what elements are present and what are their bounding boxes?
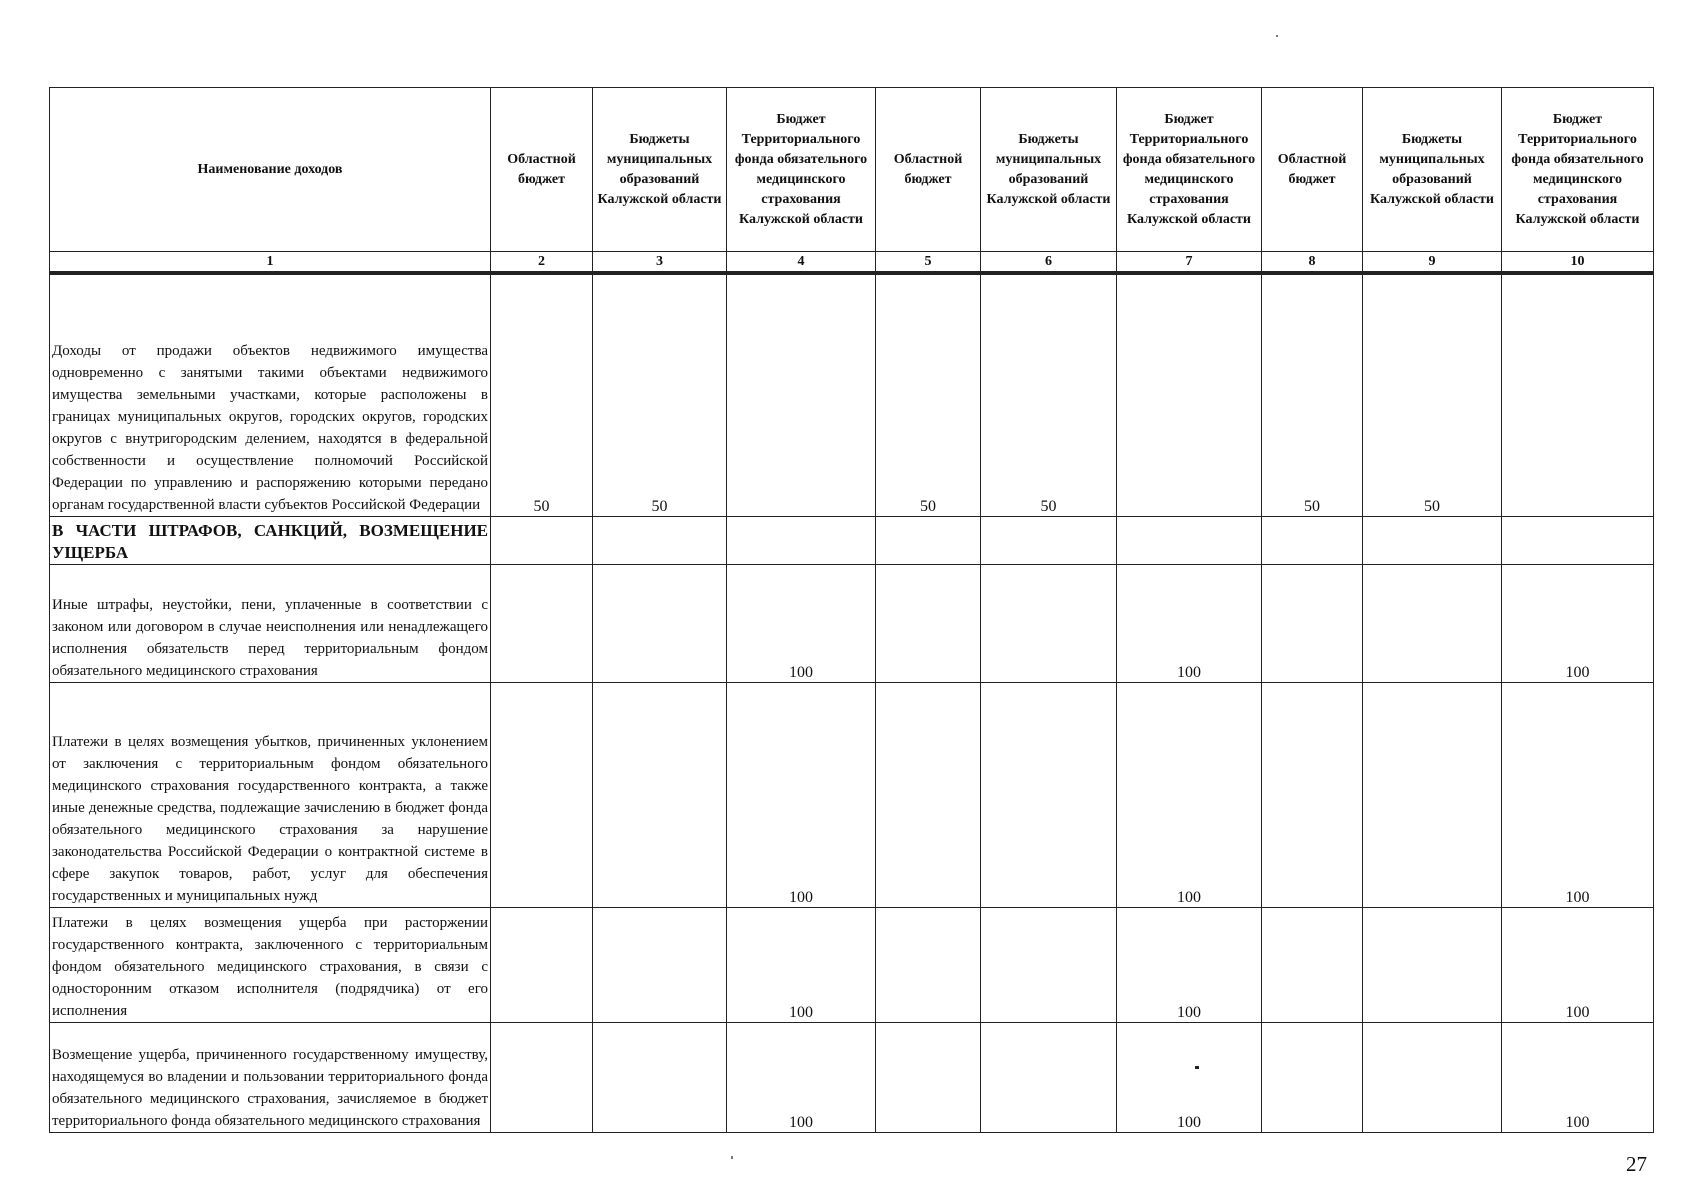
scan-speck <box>731 1156 733 1159</box>
value-cell <box>981 1022 1117 1132</box>
column-number: 5 <box>876 252 981 274</box>
column-header: Бюджет Территориального фонда обязательного медицинского страхования Калужской области <box>1502 88 1654 252</box>
column-number: 3 <box>593 252 727 274</box>
value-cell <box>1117 516 1262 564</box>
table-row <box>50 907 1654 1022</box>
header-row <box>50 88 1654 252</box>
column-number: 7 <box>1117 252 1262 274</box>
value-cell: 100 <box>1117 1022 1262 1132</box>
value-cell: 100 <box>1502 907 1654 1022</box>
value-cell <box>593 516 727 564</box>
column-header: Областной бюджет <box>876 88 981 252</box>
revenue-name-cell: Платежи в целях возмещения ущерба при расторжении государственного контракта, заключенного с территориальным фондом обязательного медицинского страхования, в связи с односторонним отказом исполнителя (подрядчика) от его исполнения <box>50 907 491 1022</box>
value-cell: 50 <box>593 273 727 516</box>
value-cell <box>1262 1022 1363 1132</box>
table-row <box>50 682 1654 907</box>
value-cell: 100 <box>727 682 876 907</box>
value-cell <box>876 682 981 907</box>
column-number: 8 <box>1262 252 1363 274</box>
value-cell <box>1363 1022 1502 1132</box>
revenue-name-cell: Возмещение ущерба, причиненного государственному имуществу, находящемуся во владении и пользовании территориального фонда обязательного медицинского страхования, зачисляемое в бюджет территориального фонда обязательного медицинского страхования <box>50 1022 491 1132</box>
value-cell <box>727 273 876 516</box>
page-number: 27 <box>1626 1152 1647 1176</box>
value-cell <box>593 1022 727 1132</box>
value-cell <box>876 1022 981 1132</box>
value-cell <box>1262 516 1363 564</box>
value-cell <box>491 907 593 1022</box>
value-cell: 100 <box>1117 564 1262 682</box>
table-row <box>50 564 1654 682</box>
value-cell <box>1363 564 1502 682</box>
value-cell <box>593 907 727 1022</box>
value-cell <box>1502 273 1654 516</box>
column-number: 9 <box>1363 252 1502 274</box>
value-cell <box>491 564 593 682</box>
section-title-cell: В ЧАСТИ ШТРАФОВ, САНКЦИЙ, ВОЗМЕЩЕНИЕ УЩЕРБА <box>50 516 491 564</box>
value-cell <box>593 682 727 907</box>
value-cell <box>981 682 1117 907</box>
column-number-row <box>50 252 1654 274</box>
value-cell <box>727 516 876 564</box>
revenue-name-cell: Платежи в целях возмещения убытков, причиненных уклонением от заключения с территориальным фондом обязательного медицинского страхования государственного контракта, а также иные денежные средства, подлежащие зачислению в бюджет фонда обязательного медицинского страхования за нарушение законодательства Российской Федерации о контрактной системе в сфере закупок товаров, работ, услуг для обеспечения государственных и муниципальных нужд <box>50 682 491 907</box>
value-cell: 100 <box>1117 682 1262 907</box>
column-header: Бюджеты муниципальных образований Калужской области <box>593 88 727 252</box>
value-cell <box>876 516 981 564</box>
value-cell: 100 <box>727 1022 876 1132</box>
value-cell: 50 <box>981 273 1117 516</box>
value-cell: 100 <box>1502 1022 1654 1132</box>
value-cell <box>876 564 981 682</box>
value-cell <box>1502 516 1654 564</box>
value-cell <box>1262 682 1363 907</box>
table-row <box>50 1022 1654 1132</box>
value-cell: 100 <box>727 564 876 682</box>
value-cell <box>491 1022 593 1132</box>
column-number: 2 <box>491 252 593 274</box>
column-header: Областной бюджет <box>491 88 593 252</box>
value-cell <box>981 564 1117 682</box>
column-number: 4 <box>727 252 876 274</box>
value-cell <box>1363 907 1502 1022</box>
value-cell: 50 <box>491 273 593 516</box>
value-cell <box>1262 907 1363 1022</box>
revenue-name-cell: Иные штрафы, неустойки, пени, уплаченные в соответствии с законом или договором в случае неисполнения или ненадлежащего исполнения обязательств перед территориальным фондом обязательного медицинского страхования <box>50 564 491 682</box>
value-cell <box>1117 273 1262 516</box>
value-cell <box>876 907 981 1022</box>
scan-speck <box>1276 35 1278 37</box>
value-cell: 50 <box>876 273 981 516</box>
value-cell: 100 <box>1502 682 1654 907</box>
value-cell <box>593 564 727 682</box>
section-row <box>50 516 1654 564</box>
value-cell: 50 <box>1262 273 1363 516</box>
column-header: Бюджеты муниципальных образований Калужской области <box>981 88 1117 252</box>
value-cell: 100 <box>727 907 876 1022</box>
value-cell <box>981 516 1117 564</box>
revenue-distribution-table <box>49 87 1654 1133</box>
column-header: Бюджет Территориального фонда обязательного медицинского страхования Калужской области <box>727 88 876 252</box>
value-cell <box>1363 516 1502 564</box>
value-cell <box>1363 682 1502 907</box>
revenue-name-cell: Доходы от продажи объектов недвижимого имущества одновременно с занятыми такими объектами недвижимого имущества земельными участками, которые расположены в границах муниципальных округов, городских округов, городских округов с внутригородским делением, находятся в федеральной собственности и осуществление полномочий Российской Федерации по управлению и распоряжению которыми передано органам государственной власти субъектов Российской Федерации <box>50 273 491 516</box>
value-cell <box>981 907 1117 1022</box>
column-number: 6 <box>981 252 1117 274</box>
value-cell: 100 <box>1117 907 1262 1022</box>
value-cell <box>491 682 593 907</box>
column-number: 10 <box>1502 252 1654 274</box>
column-header: Бюджеты муниципальных образований Калужской области <box>1363 88 1502 252</box>
value-cell: 100 <box>1502 564 1654 682</box>
value-cell: 50 <box>1363 273 1502 516</box>
column-header: Областной бюджет <box>1262 88 1363 252</box>
column-number: 1 <box>50 252 491 274</box>
value-cell <box>1262 564 1363 682</box>
table-row <box>50 273 1654 516</box>
column-header: Бюджет Территориального фонда обязательного медицинского страхования Калужской области <box>1117 88 1262 252</box>
column-header: Наименование доходов <box>50 88 491 252</box>
scan-dash-mark <box>1195 1066 1199 1069</box>
value-cell <box>491 516 593 564</box>
